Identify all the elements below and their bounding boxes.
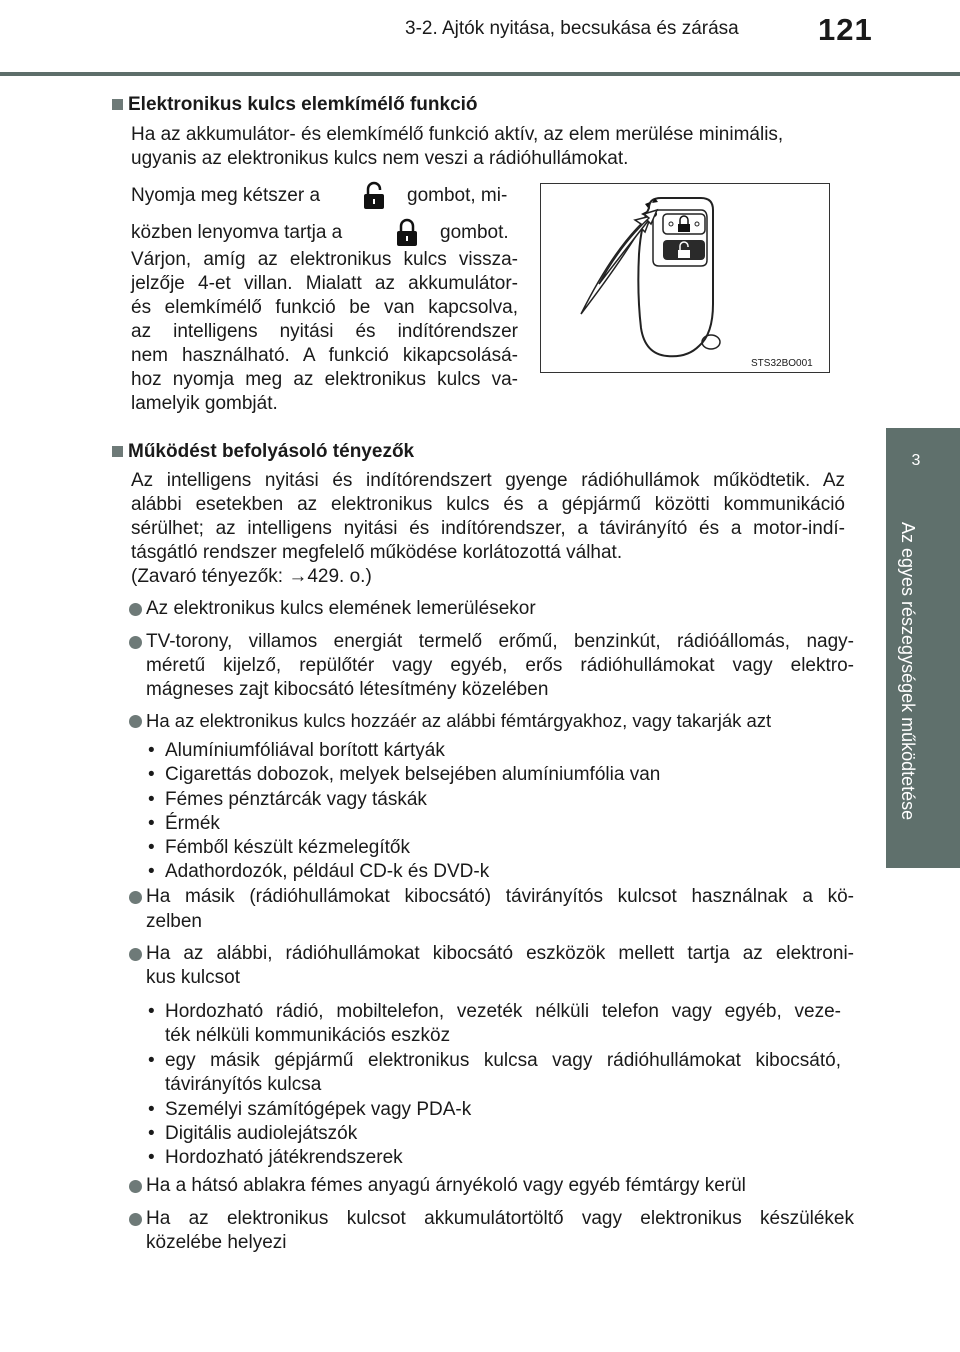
bullet-dot-icon xyxy=(129,948,142,961)
bullet-item: Ha az elektronikus kulcsot akkumulátortöltő vagy elektronikus készülékek xyxy=(146,1208,854,1229)
section1-intro-line: ugyanis az elektronikus kulcs nem veszi a rádióhullámokat. xyxy=(131,148,629,169)
step-text: közben lenyomva tartja a xyxy=(131,222,343,243)
sub-bullet: • xyxy=(148,813,155,834)
square-bullet-icon xyxy=(112,446,123,457)
sub-bullet-item: Alumíniumfóliával borított kártyák xyxy=(165,740,445,761)
bullet-item: méretű kijelző, repülőtér vagy egyéb, erős rádióhullámokat vagy elektro- xyxy=(146,655,854,676)
chapter-number: 3 xyxy=(911,452,921,469)
sub-bullet-item: Adathordozók, például CD-k és DVD-k xyxy=(165,861,490,882)
square-bullet-icon xyxy=(112,99,123,110)
section2-intro-line: sérülhet; az intelligens nyitási és indítórendszer, a távirányító és a motor-indí- xyxy=(131,518,845,539)
body-line: jelzője 4-et villan. Mialatt az akkumulátor- xyxy=(131,273,518,294)
sub-bullet-item: Személyi számítógépek vagy PDA-k xyxy=(165,1099,472,1120)
section2-title: Működést befolyásoló tényezők xyxy=(128,441,415,462)
body-line: Várjon, amíg az elektronikus kulcs vissza- xyxy=(131,249,518,270)
sub-bullet: • xyxy=(148,1123,155,1144)
bullet-dot-icon xyxy=(129,715,142,728)
body-line: lamelyik gombját. xyxy=(131,393,278,414)
section1-intro-line: Ha az akkumulátor- és elemkímélő funkció aktív, az elem merülése minimális, xyxy=(131,124,784,145)
sub-bullet: • xyxy=(148,837,155,858)
sub-bullet-item: Hordozható rádió, mobiltelefon, vezeték nélküli telefon vagy egyéb, veze- xyxy=(165,1001,841,1022)
chapter-title: Az egyes részegységek működtetése xyxy=(898,522,918,821)
key-fob-figure xyxy=(540,183,830,373)
step-text: gombot. xyxy=(440,222,509,243)
sub-bullet-item: ték nélküli kommunikációs eszköz xyxy=(165,1025,451,1046)
unlock-icon xyxy=(362,181,386,211)
page-number: 121 xyxy=(818,12,873,47)
bullet-item: TV-torony, villamos energiát termelő erőmű, benzinkút, rádióállomás, nagy- xyxy=(146,631,854,652)
bullet-item: kus kulcsot xyxy=(146,967,240,988)
key-fob-illustration xyxy=(541,184,829,372)
sub-bullet-item: Digitális audiolejátszók xyxy=(165,1123,358,1144)
bullet-item: Az elektronikus kulcs elemének lemerülésekor xyxy=(146,598,536,619)
sub-bullet: • xyxy=(148,861,155,882)
sub-bullet: • xyxy=(148,764,155,785)
sub-bullet-item: egy másik gépjármű elektronikus kulcsa vagy rádióhullámokat kibocsátó, xyxy=(165,1050,841,1071)
section2-heading xyxy=(112,440,414,464)
sub-bullet: • xyxy=(148,789,155,810)
bullet-dot-icon xyxy=(129,1213,142,1226)
step-text: Nyomja meg kétszer a xyxy=(131,185,321,206)
sub-bullet-item: Érmék xyxy=(165,813,220,834)
bullet-item: mágneses zajt kibocsátó létesítmény közelében xyxy=(146,679,549,700)
sub-bullet: • xyxy=(148,1099,155,1120)
step-text: gombot, mi- xyxy=(407,185,508,206)
header-divider xyxy=(0,72,960,76)
sub-bullet-item: Hordozható játékrendszerek xyxy=(165,1147,403,1168)
bullet-item: zelben xyxy=(146,911,202,932)
section1-heading xyxy=(112,93,478,117)
section-header: 3-2. Ajtók nyitása, becsukása és zárása xyxy=(405,18,739,39)
body-line: és elemkímélő funkció be van kapcsolva, xyxy=(131,297,518,318)
sub-bullet-item: Fémes pénztárcák vagy táskák xyxy=(165,789,427,810)
figure-code: STS32BO001 xyxy=(751,358,813,369)
bullet-dot-icon xyxy=(129,636,142,649)
sub-bullet-item: távirányítós kulcsa xyxy=(165,1074,322,1095)
section2-intro-line: Az intelligens nyitási és indítórendszert gyenge rádióhullámok működtetik. Az xyxy=(131,470,845,491)
bullet-dot-icon xyxy=(129,603,142,616)
sub-bullet-item: Fémből készült kézmelegítők xyxy=(165,837,410,858)
bullet-dot-icon xyxy=(129,891,142,904)
cross-reference: (Zavaró tényezők: →429. o.) xyxy=(131,566,372,587)
sub-bullet: • xyxy=(148,740,155,761)
bullet-item: Ha a hátsó ablakra fémes anyagú árnyékoló vagy egyéb fémtárgy kerül xyxy=(146,1175,746,1196)
bullet-dot-icon xyxy=(129,1180,142,1193)
sub-bullet: • xyxy=(148,1147,155,1168)
body-line: az intelligens nyitási és indítórendszer xyxy=(131,321,518,342)
sub-bullet: • xyxy=(148,1050,155,1071)
bullet-item: Ha az elektronikus kulcs hozzáér az alábbi fémtárgyakhoz, vagy takarják azt xyxy=(146,710,772,731)
lock-icon xyxy=(395,218,419,248)
section1-title: Elektronikus kulcs elemkímélő funkció xyxy=(128,94,478,115)
sub-bullet-item: Cigarettás dobozok, melyek belsejében alumíniumfólia van xyxy=(165,764,661,785)
bullet-item: Ha az alábbi, rádióhullámokat kibocsátó eszközök mellett tartja az elektroni- xyxy=(146,943,854,964)
section2-intro-line: alábbi esetekben az elektronikus kulcs és a gépjármű közötti kommunikáció xyxy=(131,494,845,515)
section2-intro-line: tásgátló rendszer megfelelő működése korlátozottá válhat. xyxy=(131,542,623,563)
sub-bullet: • xyxy=(148,1001,155,1022)
bullet-item: Ha másik (rádióhullámokat kibocsátó) távirányítós kulcsot használnak a kö- xyxy=(146,886,854,907)
body-line: nem használható. A funkció kikapcsolásá- xyxy=(131,345,518,366)
body-line: hoz nyomja meg az elektronikus kulcs va- xyxy=(131,369,518,390)
bullet-item: közelébe helyezi xyxy=(146,1232,287,1253)
